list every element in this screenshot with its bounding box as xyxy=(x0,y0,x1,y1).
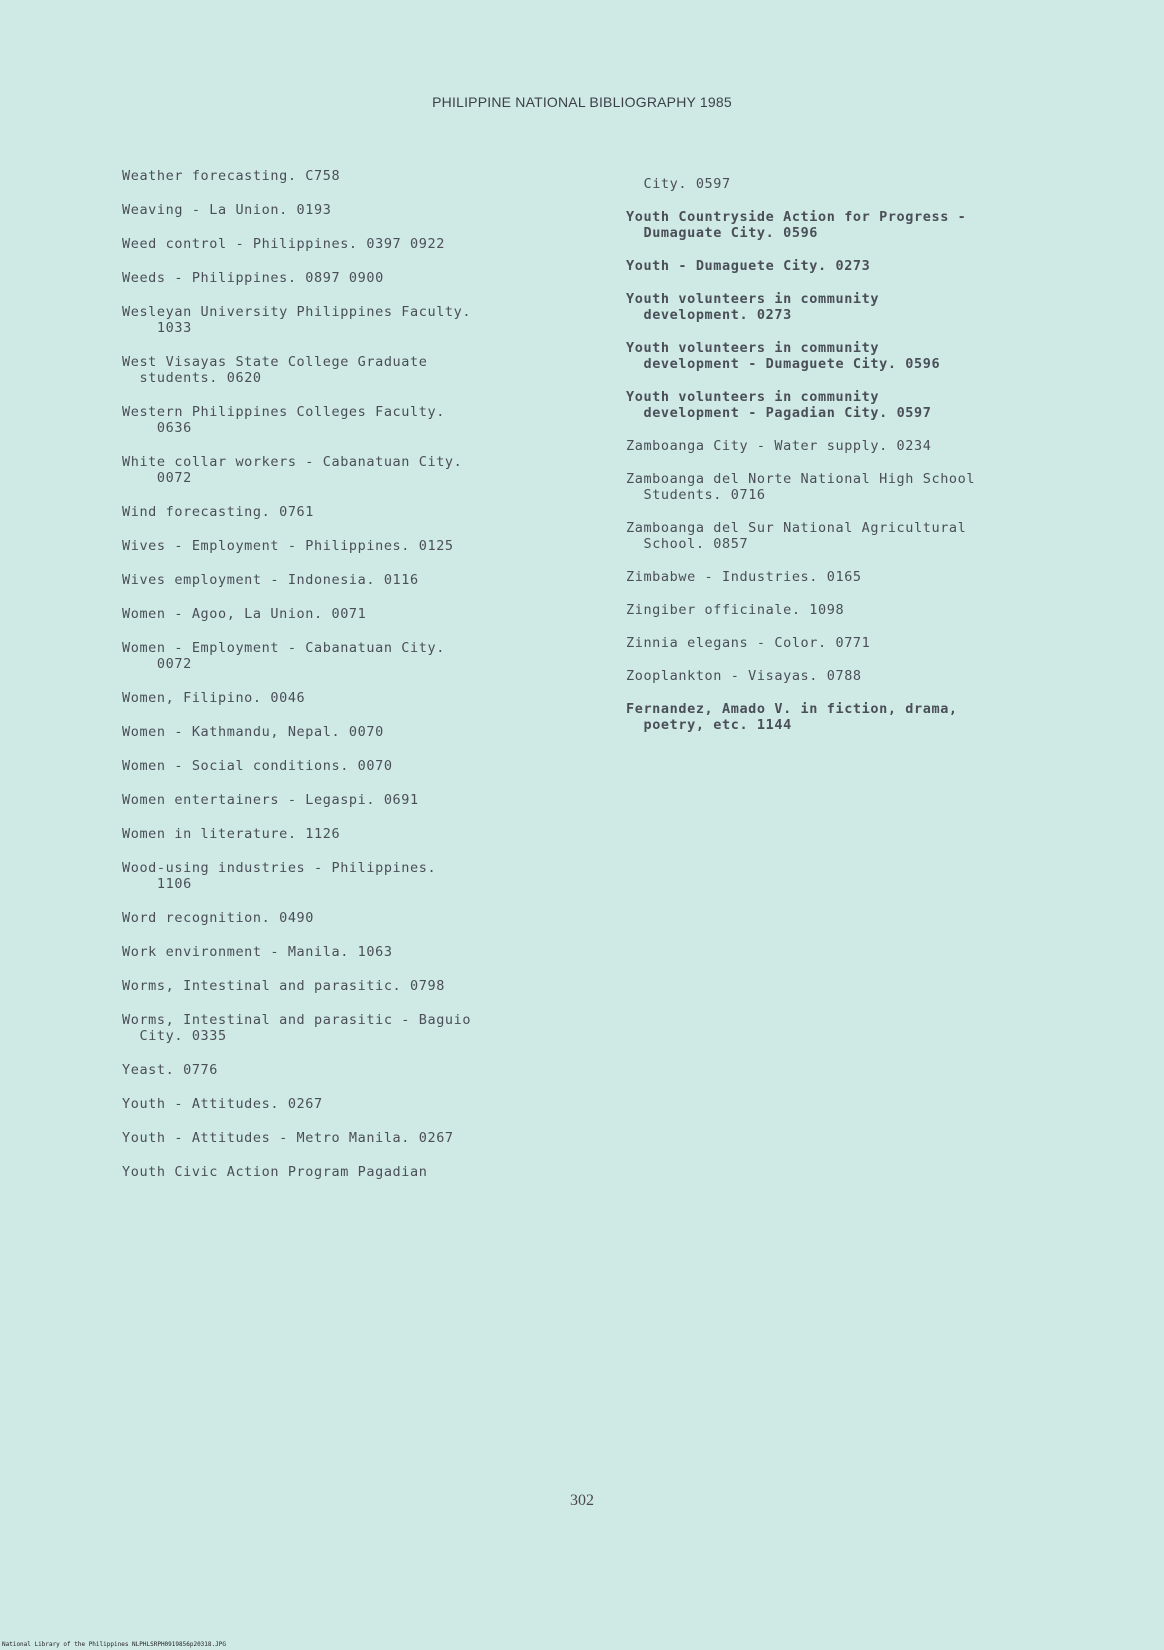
index-entry: Zamboanga del Norte National High School Students. 0716 xyxy=(626,471,976,503)
index-entry: Zooplankton - Visayas. 0788 xyxy=(626,668,862,684)
index-entry: White collar workers - Cabanatuan City. 0072 xyxy=(122,454,463,486)
index-entry: Youth - Attitudes. 0267 xyxy=(122,1096,323,1112)
index-entry: Zamboanga City - Water supply. 0234 xyxy=(626,438,932,454)
index-entry: Zingiber officinale. 1098 xyxy=(626,602,845,618)
index-entry: Zinnia elegans - Color. 0771 xyxy=(626,635,871,651)
index-entry: Women - Social conditions. 0070 xyxy=(122,758,393,774)
index-entry: City. 0597 xyxy=(626,176,731,192)
index-entry: Fernandez, Amado V. in fiction, drama, poetry, etc. 1144 xyxy=(626,701,958,733)
index-entry: Worms, Intestinal and parasitic. 0798 xyxy=(122,978,445,994)
index-entry: West Visayas State College Graduate students. 0620 xyxy=(122,354,428,386)
scan-footer: National Library of the Philippines NLPHLSRPH0919856p20318.JPG xyxy=(2,1641,226,1648)
page-number: 302 xyxy=(570,1492,594,1509)
index-entry: Wives - Employment - Philippines. 0125 xyxy=(122,538,454,554)
index-entry: Western Philippines Colleges Faculty. 0636 xyxy=(122,404,445,436)
index-entry: Weed control - Philippines. 0397 0922 xyxy=(122,236,445,252)
page-header: PHILIPPINE NATIONAL BIBLIOGRAPHY 1985 xyxy=(432,94,732,110)
index-entry: Zamboanga del Sur National Agricultural School. 0857 xyxy=(626,520,967,552)
index-entry: Youth Countryside Action for Progress - Dumaguate City. 0596 xyxy=(626,209,967,241)
index-entry: Wesleyan University Philippines Faculty. 1033 xyxy=(122,304,472,336)
index-entry: Yeast. 0776 xyxy=(122,1062,219,1078)
index-entry: Women in literature. 1126 xyxy=(122,826,341,842)
left-column xyxy=(122,168,592,1198)
index-entry: Work environment - Manila. 1063 xyxy=(122,944,393,960)
index-entry: Wood-using industries - Philippines. 1106 xyxy=(122,860,437,892)
index-entry: Women - Agoo, La Union. 0071 xyxy=(122,606,367,622)
right-column xyxy=(626,176,1096,750)
index-entry: Youth - Dumaguete City. 0273 xyxy=(626,258,871,274)
index-entry: Women entertainers - Legaspi. 0691 xyxy=(122,792,419,808)
index-entry: Youth - Attitudes - Metro Manila. 0267 xyxy=(122,1130,454,1146)
index-entry: Zimbabwe - Industries. 0165 xyxy=(626,569,862,585)
index-entry: Wives employment - Indonesia. 0116 xyxy=(122,572,419,588)
index-entry: Word recognition. 0490 xyxy=(122,910,315,926)
index-entry: Women - Employment - Cabanatuan City. 0072 xyxy=(122,640,445,672)
index-entry: Weather forecasting. C758 xyxy=(122,168,341,184)
index-entry: Youth volunteers in community development. 0273 xyxy=(626,291,880,323)
index-entry: Weaving - La Union. 0193 xyxy=(122,202,332,218)
index-entry: Youth volunteers in community development - Pagadian City. 0597 xyxy=(626,389,932,421)
index-entry: Youth volunteers in community development - Dumaguete City. 0596 xyxy=(626,340,941,372)
index-entry: Wind forecasting. 0761 xyxy=(122,504,315,520)
index-entry: Women, Filipino. 0046 xyxy=(122,690,306,706)
index-entry: Worms, Intestinal and parasitic - Baguio City. 0335 xyxy=(122,1012,472,1044)
index-entry: Women - Kathmandu, Nepal. 0070 xyxy=(122,724,384,740)
index-entry: Youth Civic Action Program Pagadian xyxy=(122,1164,428,1180)
index-entry: Weeds - Philippines. 0897 0900 xyxy=(122,270,384,286)
